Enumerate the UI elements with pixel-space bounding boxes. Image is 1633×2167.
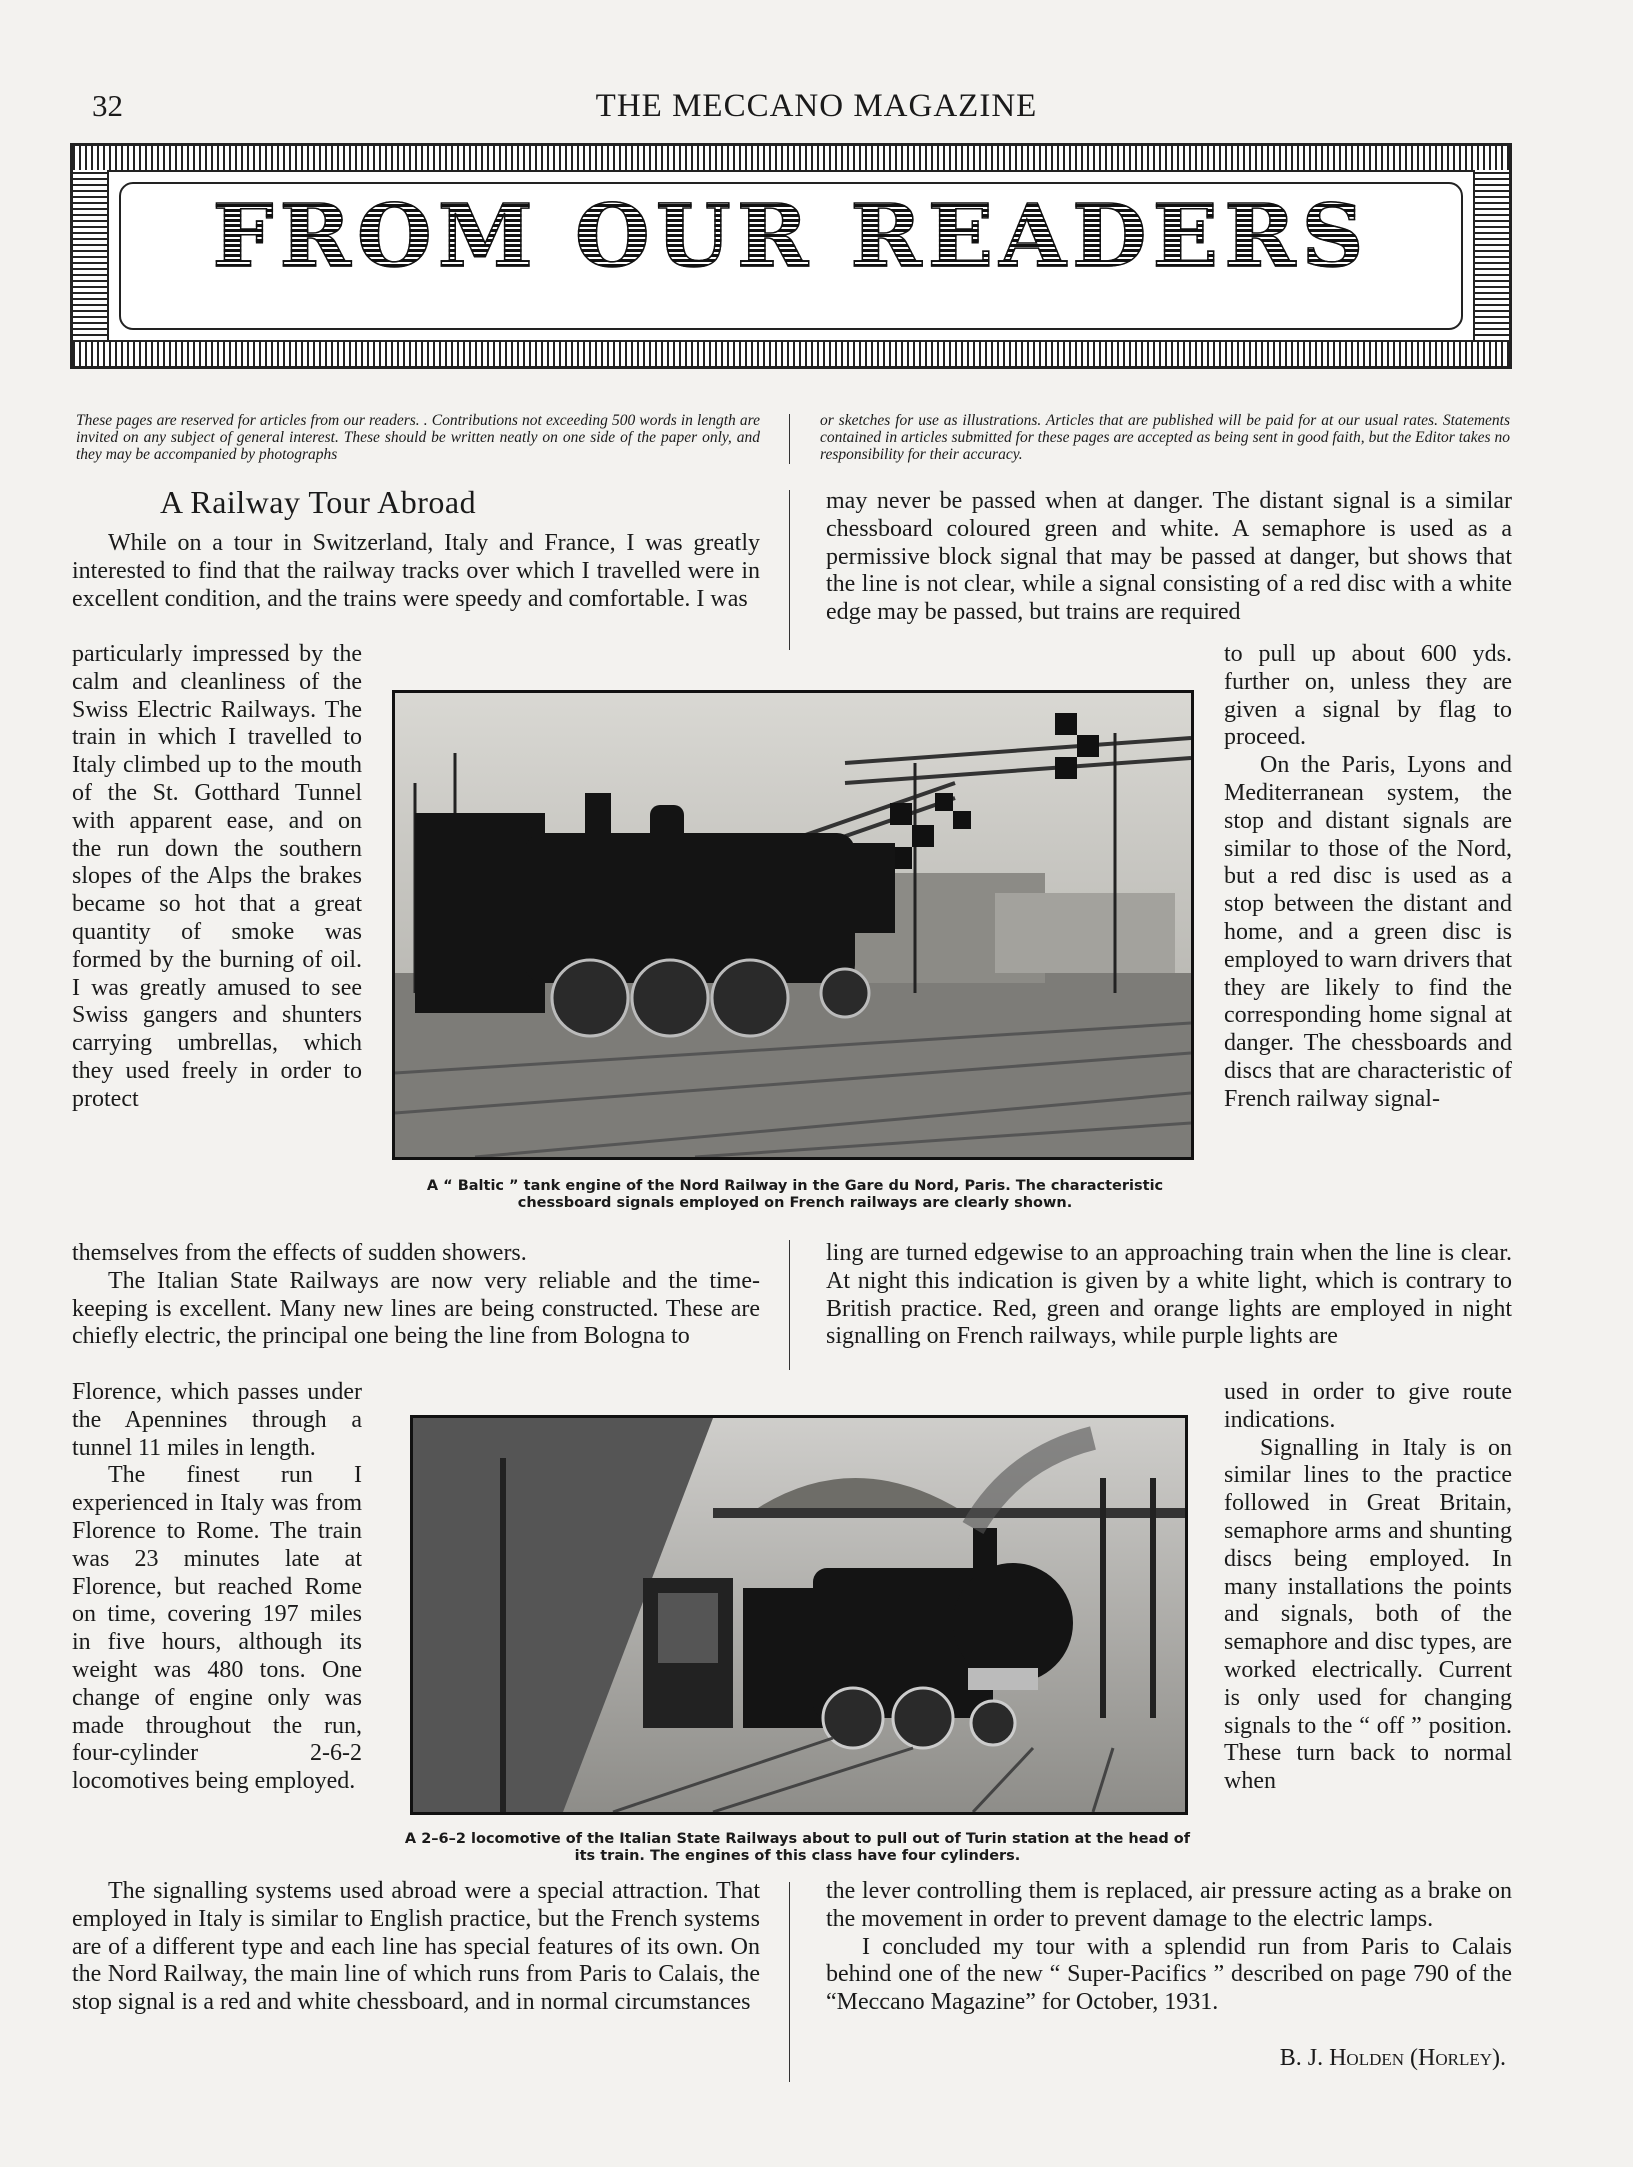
article-paragraph — [72, 1878, 760, 2017]
column-divider — [789, 414, 790, 464]
paragraph-text: On the Paris, Lyons and Mediterranean system, the stop and distant signals are similar to those of the Nord, but a red disc is used as a stop between the distant and home, and a green disc is employed to warn drivers that they are likely to find the corresponding home signal at danger. The chessboards and discs that are characteristic of French railway signal- — [1224, 752, 1512, 1112]
intro-note-left: These pages are reserved for articles from our readers. . Contributions not exceeding 500 words in length are invited on any subject of general interest. These should be written neatly on one side of the paper only, and they may be accompanied by photographs — [76, 412, 760, 463]
article-paragraph — [72, 530, 760, 613]
photo-italian-locomotive — [410, 1415, 1188, 1815]
column-divider — [789, 1240, 790, 1370]
article-paragraph — [826, 1240, 1512, 1351]
magazine-title: THE MECCANO MAGAZINE — [595, 88, 1038, 124]
intro-note-right: or sketches for use as illustrations. Articles that are published will be paid for at our usual rates. Statements contained in articles submitted for these pages are accepted as being sent in good faith, but the Editor takes no responsibility for their accuracy. — [820, 412, 1510, 463]
banner-title: FROM OUR READERS — [73, 186, 1509, 287]
banner-border-bottom — [73, 340, 1509, 366]
article-paragraph — [826, 1878, 1512, 2017]
article-paragraph — [826, 488, 1512, 627]
author-signature: B. J. Holden (Horley). — [1279, 2045, 1506, 2071]
article-paragraph — [72, 1379, 362, 1796]
paragraph-text: to pull up about 600 yds. further on, unless they are given a signal by flag to proceed. — [1224, 641, 1512, 751]
paragraph-text: The signalling systems used abroad were a special attraction. That employed in Italy is similar to English practice, but the French systems are of a different type and each line has special features of its own. On the Nord Railway, the main line of which runs from Paris to Calais, the stop signal is a red and white chessboard, and in normal circumstances — [72, 1878, 760, 2016]
article-heading: A Railway Tour Abroad — [160, 484, 477, 520]
paragraph-text: themselves from the effects of sudden showers. — [72, 1240, 527, 1266]
article-paragraph — [1224, 1379, 1512, 1796]
photo-baltic-tank-engine — [392, 690, 1194, 1160]
paragraph-text: Signalling in Italy is on similar lines to the practice followed in Great Britain, semaphore arms and shunting discs being employed. In many installations the points and signals, both of the semaphore and disc types, are worked electrically. Current is only used for changing signals to the “ off ” position. These turn back to normal when — [1224, 1434, 1512, 1795]
article-paragraph — [1224, 641, 1512, 1114]
paragraph-text: I concluded my tour with a splendid run from Paris to Calais behind one of the new “ Super-Pacifics ” described on page 790 of the “Meccano Magazine” for October, 1931. — [826, 1933, 1512, 2016]
paragraph-text: may never be passed when at danger. The distant signal is a similar chessboard coloured green and white. A semaphore is used as a permissive block signal that may be passed at danger, but shows that the line is not clear, while a signal consisting of a red disc with a white edge may be passed, but trains are required — [826, 488, 1512, 626]
page-number: 32 — [92, 88, 123, 123]
column-divider — [789, 490, 790, 650]
paragraph-text: particularly impressed by the calm and cleanliness of the Swiss Electric Railways. The train in which I travelled to Italy climbed up to the mouth of the St. Gotthard Tunnel with apparent ease, and on the run down the southern slopes of the Alps the brakes became so hot that a great quantity of smoke was formed by the burning of oil. I was greatly amused to see Swiss gangers and shunters carrying umbrellas, which they used freely in order to protect — [72, 641, 362, 1112]
section-banner — [70, 143, 1512, 369]
paragraph-text: The finest run I experienced in Italy was from Florence to Rome. The train was 23 minutes late at Florence, but reached Rome on time, covering 197 miles in five hours, although its weight was 480 tons. One change of engine only was made throughout the run, four-cylinder 2-6-2 locomotives being employed. — [72, 1462, 362, 1795]
article-paragraph — [72, 1240, 760, 1351]
paragraph-text: the lever controlling them is replaced, air pressure acting as a brake on the movement in order to prevent damage to the electric lamps. — [826, 1878, 1512, 1932]
photo-caption: A 2–6–2 locomotive of the Italian State Railways about to pull out of Turin station at the head of its train. The engines of this class have four cylinders. — [404, 1831, 1191, 1864]
photo-caption: A “ Baltic ” tank engine of the Nord Railway in the Gare du Nord, Paris. The characteristic chessboard signals employed on French railways are clearly shown. — [426, 1178, 1164, 1211]
article-paragraph — [72, 641, 362, 1114]
paragraph-text: The Italian State Railways are now very reliable and the time-keeping is excellent. Many new lines are being constructed. These are chiefly electric, the principal one being the line from Bologna to — [72, 1267, 760, 1350]
locomotive-illustration — [413, 1418, 1185, 1812]
paragraph-text: used in order to give route indications. — [1224, 1379, 1512, 1433]
column-divider — [789, 1882, 790, 2082]
paragraph-text: Florence, which passes under the Apennines through a tunnel 11 miles in length. — [72, 1379, 362, 1461]
banner-border-top — [73, 146, 1509, 172]
locomotive-illustration — [395, 693, 1191, 1157]
paragraph-text: ling are turned edgewise to an approaching train when the line is clear. At night this indication is given by a white light, which is contrary to British practice. Red, green and orange lights are employed in night signalling on French railways, while purple lights are — [826, 1240, 1512, 1350]
paragraph-text: While on a tour in Switzerland, Italy and France, I was greatly interested to find that the railway tracks over which I travelled were in excellent condition, and the trains were speedy and comfortable. I was — [72, 530, 760, 612]
